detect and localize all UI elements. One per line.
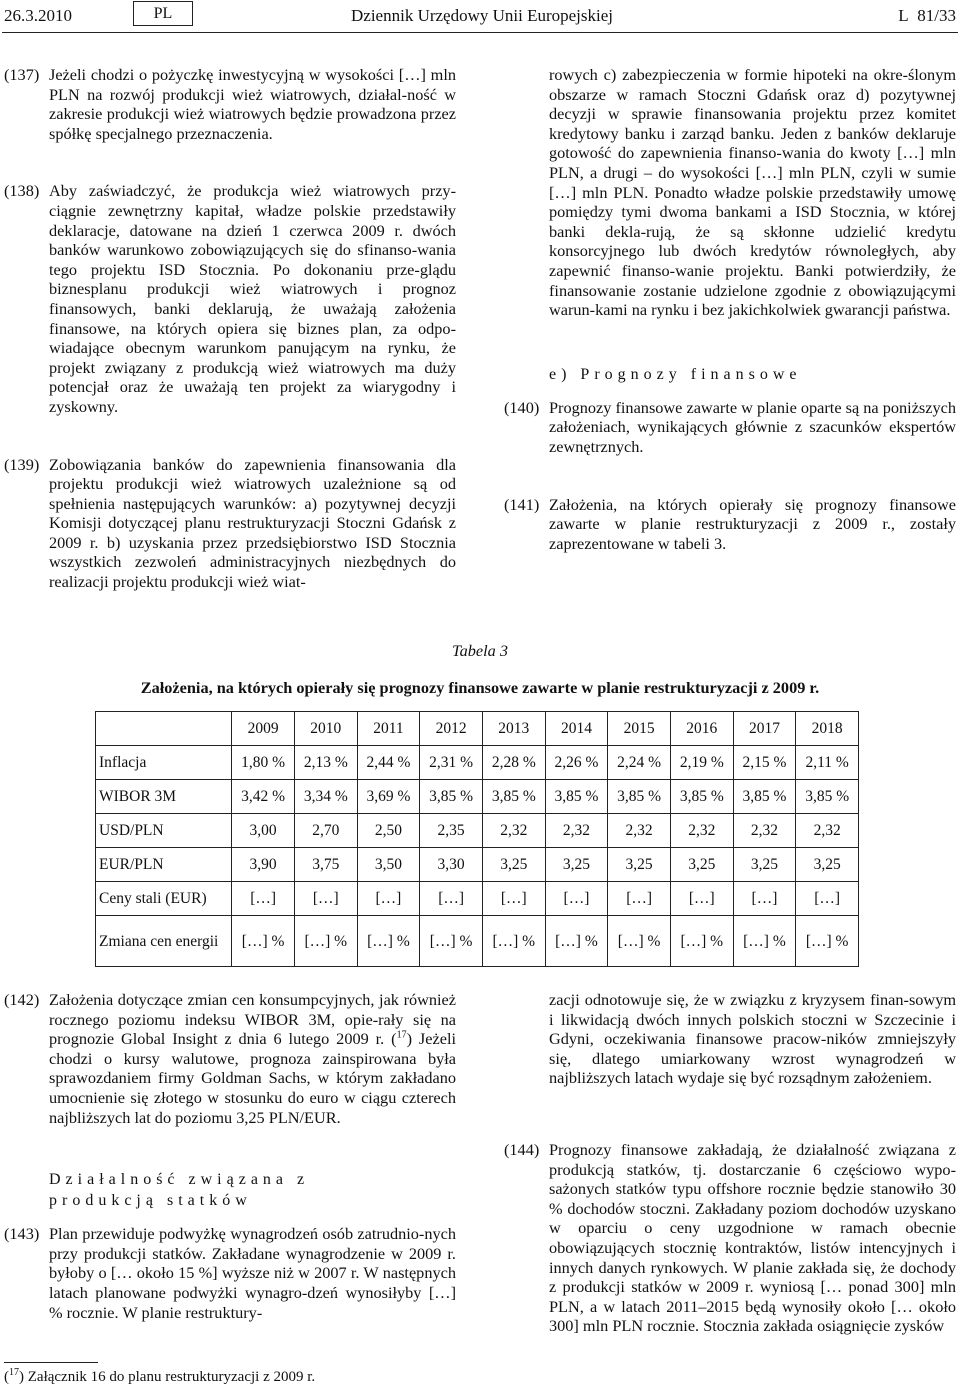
table-cell: 2,32 <box>670 814 733 848</box>
table-cell: 2,19 % <box>670 746 733 780</box>
year-header: 2014 <box>545 712 608 746</box>
table-cell: 2,32 <box>796 814 859 848</box>
table-cell: 3,25 <box>482 848 545 882</box>
paragraph-number: (142) <box>4 990 40 1009</box>
paragraph-number: (144) <box>504 1139 540 1159</box>
year-header: 2018 <box>796 712 859 746</box>
header-rule <box>2 32 958 33</box>
table-cell: […] <box>482 882 545 916</box>
table-cell: 2,31 % <box>420 746 483 780</box>
paragraph-text: Prognozy finansowe zakładają, że działalność związana z produkcją statków, tj. dostarczanie 6 częściowo wypo-sażonych statków typu offshore rocznie będzie stanowiło 30 % dochodów stoczni. Zakładany poziom dochodów uzyskano w oparciu o ceny uzgodnione w ramach obecnie obowiązujących stocznię kontraktów, listów intencyjnych i innych danych rynkowych. W planie zakłada się, że dochody z produkcji statków w 2009 r. wyniosą [… ponad 300] mln PLN, a w latach 2011–2015 będą wynosiły około [… około 300] mln PLN rocznie. Stocznia zakłada osiągnięcie zysków <box>549 1139 957 1336</box>
table-cell: […] % <box>294 916 357 967</box>
table-cell: 3,25 <box>733 848 796 882</box>
table-cell: […] % <box>796 916 859 967</box>
table-corner-cell <box>96 712 232 746</box>
paragraph-text: Zobowiązania banków do zapewnienia finansowania dla projektu produkcji wież wiatrowych uzależnione są od spełnienia następujących warunków: a) pozytywnej decyzji Komisji dotyczącej planu restrukturyzacji Stoczni Gdańsk z 2009 r. b) uzyskania przez przedsiębiorstwo ISD Stocznia wszystkich zezwoleń administracyjnych niezbędnych do realizacji projektu produkcji wież wiat- <box>49 454 456 592</box>
upper-right-column <box>504 65 956 553</box>
table-cell: 2,24 % <box>608 746 671 780</box>
table-cell: 3,25 <box>608 848 671 882</box>
table-cell: 3,25 <box>796 848 859 882</box>
paragraph-138 <box>4 181 456 416</box>
table-cell: 2,26 % <box>545 746 608 780</box>
paragraph-139-continued: rowych c) zabezpieczenia w formie hipoteki na okre-ślonym obszarze w ramach Stoczni Gdańsk oraz d) pozytywnej decyzji w sprawie finansowania projektu przez komitet kredytowy banku i zarząd banku. Jeden z banków deklaruje gotowość do zapewnienia finanso-wania do kwoty […] mln PLN, a drugi – do wysokości […] mln PLN, czyli w sumie […] mln PLN. Ponadto władze polskie przedstawiły umowę pomiędzy tymi dwoma bankami a ISD Stocznia, w której banki dekla-rują, że są skłonne udzielić kredytu konsorcyjnego lub dwóch kredytów równoległych, aby zapewnić finanso-wanie projektu. Banki potwierdziły, że finansowanie zostanie udzielone zgodnie z obowiązującymi warun-kami na rynku i bez jakichkolwiek gwarancji państwa. <box>549 65 957 320</box>
footnote-text: Załącznik 16 do planu restrukturyzacji z 2009 r. <box>27 1369 316 1385</box>
paragraph-text: Plan przewiduje podwyżkę wynagrodzeń osób zatrudnio-nych przy produkcji statków. Zakładane wynagrodzenie w 2009 r. byłoby o [… około 15 %] wyższe niż w 2007 r. W następnych latach planowane podwyżki wynagro-dzeń wynosiłyby […] % rocznie. W planie restruktury- <box>49 1224 457 1322</box>
header-language-box: PL <box>133 1 193 26</box>
lower-left-column <box>4 990 456 1322</box>
table-cell: 3,85 % <box>545 780 608 814</box>
lower-right-column <box>504 990 956 1336</box>
table-cell: […] % <box>357 916 420 967</box>
year-header: 2010 <box>294 712 357 746</box>
table-cell: […] <box>232 882 295 916</box>
row-label: Inflacja <box>96 746 232 780</box>
row-label: Zmiana cen energii <box>96 916 232 967</box>
table-cell: 3,85 % <box>482 780 545 814</box>
table-cell: […] <box>733 882 796 916</box>
table-cell: 2,50 <box>357 814 420 848</box>
table-cell: […] % <box>232 916 295 967</box>
section-heading-financial-forecasts: e) Prognozy finansowe <box>549 365 802 383</box>
table-cell: […] % <box>482 916 545 967</box>
table-cell: 2,32 <box>545 814 608 848</box>
upper-left-column <box>4 65 456 592</box>
table-cell: 3,75 <box>294 848 357 882</box>
table-cell: 2,11 % <box>796 746 859 780</box>
paragraph-140 <box>504 398 956 457</box>
table-cell: […] % <box>733 916 796 967</box>
table-cell: […] <box>608 882 671 916</box>
table-cell: […] % <box>608 916 671 967</box>
table-cell: […] <box>357 882 420 916</box>
year-header: 2009 <box>232 712 295 746</box>
table-row <box>96 882 859 916</box>
paragraph-text: Aby zaświadczyć, że produkcja wież wiatrowych przy-ciągnie zewnętrzny kapitał, władze polskie przedstawiły deklaracje, datowane na dzień 1 czerwca 2009 r. dwóch banków warunkowo zobowiązujących się do sfinanso-wania tego projektu ISD Stocznia. Po dokonaniu prze-glądu biznesplanu produkcji wież wiatrowych i prognoz finansowych, banki deklarują, że uważają założenia finansowe, na których opiera się biznes plan, za odpo-wiadające obecnym warunkom panującym na rynku, że projekt związany z produkcją wież wiatrowych ma duży potencjał oraz że uważają ten projekt za wiarygodny i zyskowny. <box>49 181 456 416</box>
paragraph-number: (139) <box>4 454 40 474</box>
table-cell: 3,50 <box>357 848 420 882</box>
paragraph-number: (137) <box>4 65 40 84</box>
paragraph-number: (143) <box>4 1224 40 1244</box>
table-cell: 2,32 <box>482 814 545 848</box>
year-header: 2011 <box>357 712 420 746</box>
footnote-reference-line: 2009 r. ($^{17}$) Jeżeli chodzi o kursy walutowe, prognoza <box>49 1029 456 1068</box>
table-cell: 3,42 % <box>232 780 295 814</box>
table-cell: 2,13 % <box>294 746 357 780</box>
row-label: WIBOR 3M <box>96 780 232 814</box>
paragraph-142 <box>4 990 456 1127</box>
table-cell: 3,34 % <box>294 780 357 814</box>
table-cell: 2,35 <box>420 814 483 848</box>
table-title: Założenia, na których opierały się prognozy finansowe zawarte w planie restrukturyzacji z 2009 r. <box>140 678 820 697</box>
paragraph-text: Jeżeli chodzi o pożyczkę inwestycyjną w wysokości […] mln PLN na rozwój produkcji wież wiatrowych, działal-ność w zakresie produkcji wież wiatrowych będzie prowadzona przez spółkę specjalnego przeznaczenia. <box>49 65 456 143</box>
paragraph-139 <box>4 455 456 592</box>
table-cell: […] <box>670 882 733 916</box>
year-header: 2015 <box>608 712 671 746</box>
header-page-number: L 81/33 <box>898 6 956 25</box>
paragraph-text: Prognozy finansowe zawarte w planie oparte są na poniższych założeniach, wynikających głównie z szacunków ekspertów zewnętrznych. <box>549 397 957 456</box>
table-row <box>96 916 859 967</box>
footnote: ($^{17}$) Załącznik 16 do planu restrukturyzacji z 2009 r. <box>4 1367 316 1385</box>
year-header: 2017 <box>733 712 796 746</box>
table-cell: 3,85 % <box>420 780 483 814</box>
section-heading-ship-production: Działalność związana z produkcją statków <box>49 1171 310 1210</box>
paragraph-144 <box>504 1140 956 1336</box>
assumptions-table <box>95 711 859 967</box>
table-cell: 3,85 % <box>796 780 859 814</box>
table-cell: […] <box>796 882 859 916</box>
row-label: USD/PLN <box>96 814 232 848</box>
paragraph-number: (138) <box>4 181 40 201</box>
year-header: 2016 <box>670 712 733 746</box>
paragraph-143-continued: zacji odnotowuje się, że w związku z kryzysem finan-sowym i likwidacją dwóch innych polskich stoczni w Szczecinie i Gdyni, oczekiwania finansowe pracow-ników zmniejszyły się, dlatego umiarkowany wzrost wynagrodzeń w najbliższych latach wydaje się być rozsądnym założeniem. <box>549 990 957 1088</box>
footnote-rule <box>4 1362 98 1363</box>
table-cell: […] % <box>670 916 733 967</box>
paragraph-number: (141) <box>504 494 540 514</box>
table-cell: 2,32 <box>608 814 671 848</box>
paragraph-number: (140) <box>504 397 540 417</box>
table-cell: 1,80 % <box>232 746 295 780</box>
table-cell: 2,70 <box>294 814 357 848</box>
table-cell: […] <box>420 882 483 916</box>
table-row <box>96 848 859 882</box>
table-row <box>96 746 859 780</box>
table-cell: 3,85 % <box>608 780 671 814</box>
table-row <box>96 780 859 814</box>
header-date: 26.3.2010 <box>4 6 72 25</box>
paragraph-text: Założenia, na których opierały się prognozy finansowe zawarte w planie restrukturyzacji z 2009 r., zostały zaprezentowane w tabeli 3. <box>549 494 956 553</box>
row-label: Ceny stali (EUR) <box>96 882 232 916</box>
paragraph-141 <box>504 495 956 554</box>
table-cell: […] <box>545 882 608 916</box>
table-cell: 3,25 <box>670 848 733 882</box>
row-label: EUR/PLN <box>96 848 232 882</box>
footnote-mark: 17 <box>9 1367 19 1378</box>
table-cell: 3,69 % <box>357 780 420 814</box>
table-cell: 3,30 <box>420 848 483 882</box>
table-header-row <box>96 712 859 746</box>
paragraph-137 <box>4 65 456 143</box>
page-header <box>0 0 960 32</box>
table-cell: 3,85 % <box>733 780 796 814</box>
year-header: 2012 <box>420 712 483 746</box>
table-cell: 2,32 <box>733 814 796 848</box>
paragraph-143 <box>4 1224 456 1322</box>
table-cell: […] % <box>420 916 483 967</box>
table-row <box>96 814 859 848</box>
table-cell: 2,28 % <box>482 746 545 780</box>
table-cell: 3,00 <box>232 814 295 848</box>
table-cell: 2,15 % <box>733 746 796 780</box>
table-cell: […] <box>294 882 357 916</box>
table-cell: 3,90 <box>232 848 295 882</box>
table-caption: Tabela 3 <box>452 641 508 660</box>
paragraph-text: Założenia dotyczące zmian cen konsumpcyjnych, jak również rocznego poziomu indeksu WIBOR 3M, opie-rały się na prognozie Global Insight z dnia 6 lutego 2009 r. ($^{17}$) Jeżeli chodzi o kursy walutowe, prognoza zainspirowana była sprawozdaniem firmy Goldman Sachs, w którym zakładano umocnienie się złotego w stosunku do euro w ciągu czterech najbliższych lat do poziomu 3,25 PLN/EUR. <box>49 990 457 1127</box>
table-cell: 3,85 % <box>670 780 733 814</box>
table-cell: 3,25 <box>545 848 608 882</box>
table-cell: […] % <box>545 916 608 967</box>
year-header: 2013 <box>482 712 545 746</box>
table-cell: 2,44 % <box>357 746 420 780</box>
header-journal-title: Dziennik Urzędowy Unii Europejskiej <box>351 6 614 25</box>
